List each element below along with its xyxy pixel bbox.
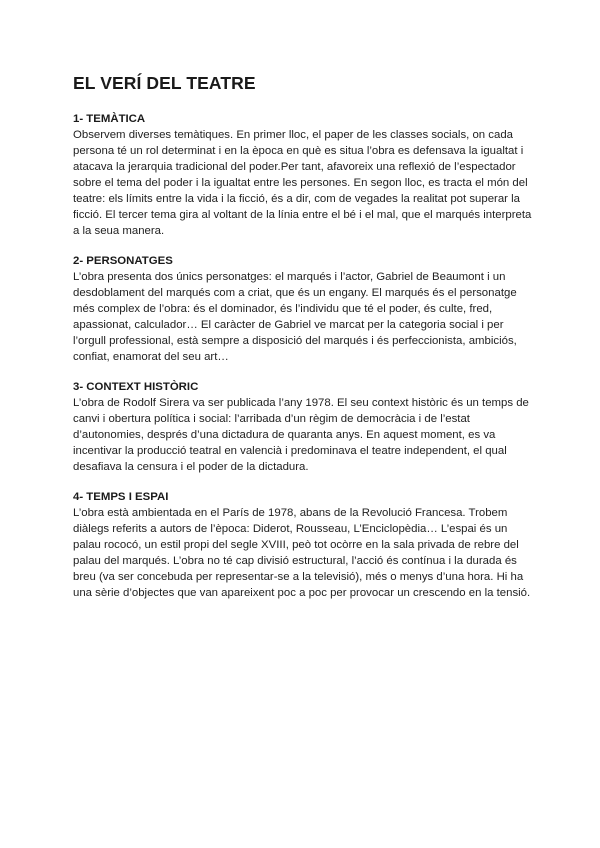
document-title: EL VERÍ DEL TEATRE — [73, 73, 256, 93]
section-body: L’obra està ambientada en el París de 1978, abans de la Revolució Francesa. Trobem diàlegs referits a autors de l’època: Diderot, Rousseau, L’Enciclopèdia… L’espai és un palau rococó, un estil propi del segle XVIII, peò tot ocòrre en la sala privada de rebre del palau del marqués. L’obra no té cap divisió estructural, l’acció és contínua i la durada és breu (va ser concebuda per representar-se a la televisió), més o menys d’una hora. Hi ha una sèrie d’objectes que van apareixent poc a poc per provocar un crescendo en la tensió. — [73, 507, 531, 599]
section-body: Observem diverses temàtiques. En primer lloc, el paper de les classes socials, on cada persona té un rol determinat i en la època en què es situa l’obra es defensava la igualtat i atacava la jerarquia tradicional del poder.Per tant, afavoreix una reflexió de l’espectador sobre el tema del poder i la igualtat entre les persones. En segon lloc, es tracta el món del teatre: els límits entre la vida i la ficció, és a dir, com de vegades la realitat pot superar la ficció. El tercer tema gira al voltant de la línia entre el bé i el mal, que el marqués interpreta a la seua manera. — [73, 129, 532, 237]
section-heading: 3- CONTEXT HISTÒRIC — [73, 381, 199, 393]
section-temps-i-espai — [73, 489, 533, 601]
section-heading: 2- PERSONATGES — [73, 255, 173, 267]
section-body: L’obra de Rodolf Sirera va ser publicada l’any 1978. El seu context històric és un temps de canvi i obertura política i social: l’arribada d’un règim de democràcia i de l’estat d’autonomies, després d’una dictadura de quaranta anys. En aquest moment, es va incentivar la producció teatral en valencià i predominava el teatre independent, el qual desafiava la censura i el poder de la dictadura. — [73, 397, 529, 473]
section-tematica — [73, 111, 533, 239]
section-personatges — [73, 253, 533, 365]
section-body: L’obra presenta dos únics personatges: el marqués i l’actor, Gabriel de Beaumont i un desdoblament del marqués com a criat, que és un engany. El marqués és el personatge més complex de l’obra: és el dominador, és l’individu que té el poder, és culte, fred, apassionat, calculador… El caràcter de Gabriel ve marcat per la categoria social i per l’orgull professional, està sempre a disposició del marqués i és perfeccionista, ambiciós, confiat, enamorat del seu art… — [73, 271, 517, 363]
document-page — [73, 72, 533, 615]
section-heading: 1- TEMÀTICA — [73, 113, 146, 125]
section-heading: 4- TEMPS I ESPAI — [73, 491, 169, 503]
section-context-historic — [73, 379, 533, 475]
